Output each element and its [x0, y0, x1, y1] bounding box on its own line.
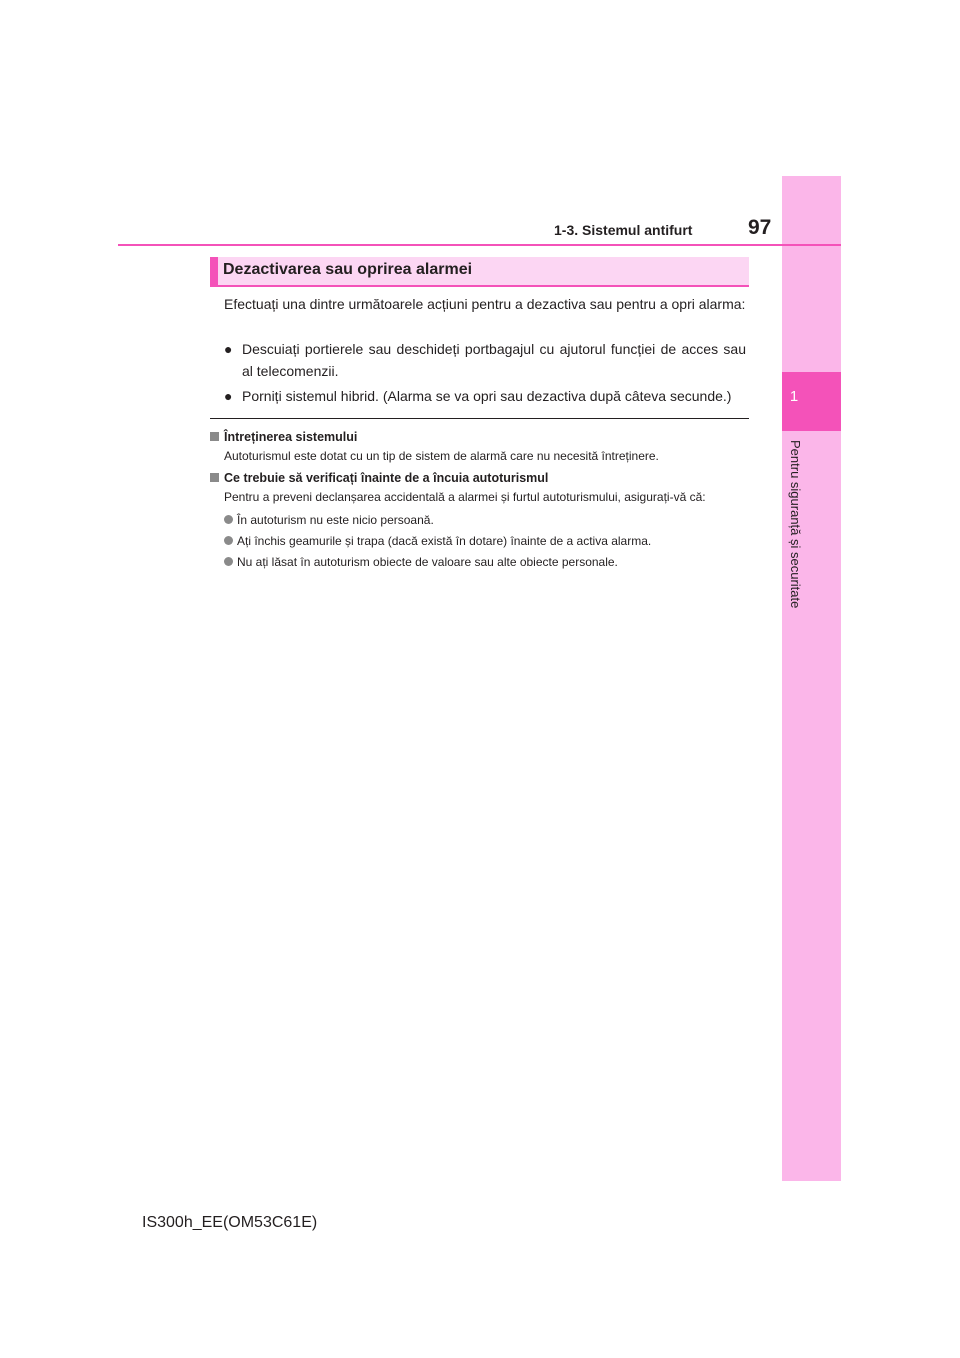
side-tab-chapter-label: Pentru siguranță și securitate	[788, 440, 803, 609]
note-title-maintenance	[210, 428, 750, 446]
list-item-text: Porniți sistemul hibrid. (Alarma se va opri sau dezactiva după câteva secunde.)	[242, 388, 732, 404]
list-item-text: Ați închis geamurile și trapa (dacă există în dotare) înainte de a activa alarma.	[237, 534, 652, 548]
list-item	[224, 338, 746, 382]
side-tab	[782, 176, 841, 1181]
list-item	[210, 531, 750, 552]
note-text-check: Pentru a preveni declanșarea accidentală a alarmei și furtul autoturismului, asigurați-vă că:	[224, 490, 706, 504]
header-rule	[118, 244, 841, 246]
list-item-text: Nu ați lăsat în autoturism obiecte de valoare sau alte obiecte personale.	[237, 555, 618, 569]
action-list	[224, 338, 746, 410]
footer-model-code: IS300h_EE(OM53C61E)	[142, 1214, 318, 1231]
list-item	[210, 552, 750, 573]
notes-divider	[210, 418, 749, 419]
section-heading-accent	[210, 257, 218, 287]
list-item-text: Descuiați portierele sau deschideți portbagajul cu ajutorul funcției de acces sau al telecomenzii.	[242, 341, 746, 379]
list-item-text: În autoturism nu este nicio persoană.	[237, 513, 434, 527]
section-intro: Efectuați una dintre următoarele acțiuni pentru a dezactiva sau pentru a opri alarma:	[224, 296, 746, 312]
header-section-title: 1-3. Sistemul antifurt	[554, 222, 693, 238]
page-number: 97	[748, 216, 772, 239]
gray-circle-bullet-icon	[224, 557, 233, 566]
black-circle-bullet-icon: ●	[224, 388, 233, 404]
note-title-text: Întreținerea sistemului	[224, 430, 358, 444]
section-title: Dezactivarea sau oprirea alarmei	[223, 261, 473, 278]
list-item	[224, 385, 746, 407]
notes-block	[210, 428, 750, 573]
list-item	[210, 510, 750, 531]
note-title-check	[210, 469, 750, 487]
black-circle-bullet-icon: ●	[224, 341, 233, 357]
gray-square-marker-icon	[210, 432, 219, 441]
gray-circle-bullet-icon	[224, 515, 233, 524]
side-tab-chapter-number: 1	[789, 388, 799, 405]
gray-square-marker-icon	[210, 473, 219, 482]
note-text-maintenance: Autoturismul este dotat cu un tip de sistem de alarmă care nu necesită întreținere.	[224, 449, 659, 463]
gray-circle-bullet-icon	[224, 536, 233, 545]
note-title-text: Ce trebuie să verificați înainte de a încuia autoturismul	[224, 471, 549, 485]
